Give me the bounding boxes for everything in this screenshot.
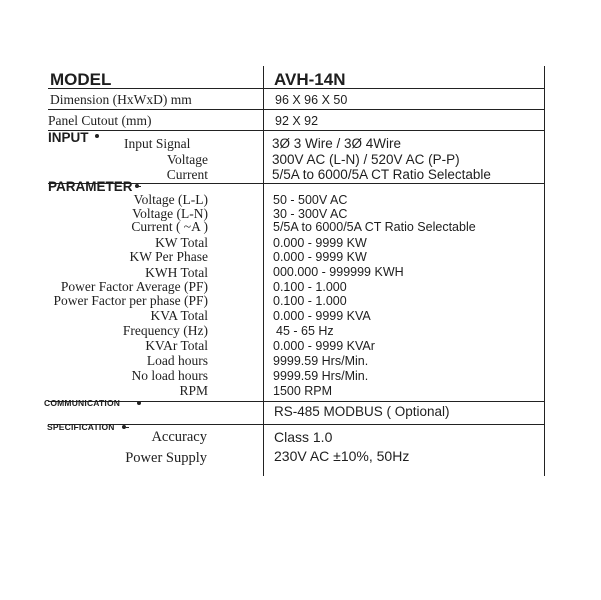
param-label: Load hours xyxy=(146,353,208,368)
param-label: RPM xyxy=(179,383,208,398)
input-value-voltage: 300V AC (L-N) / 520V AC (P-P) xyxy=(272,152,460,167)
model-label: MODEL xyxy=(50,70,112,89)
communication-bullet xyxy=(137,401,141,405)
param-value: 000.000 - 999999 KWH xyxy=(273,265,404,279)
param-label: Frequency (Hz) xyxy=(122,323,208,338)
model-value: AVH-14N xyxy=(274,70,346,89)
panel-cutout-value: 92 X 92 xyxy=(275,114,319,128)
param-label: KW Total xyxy=(155,235,208,250)
spec-label-accuracy: Accuracy xyxy=(151,429,207,445)
input-label-signal: Input Signal xyxy=(124,136,191,151)
param-value: 0.100 - 1.000 xyxy=(273,280,347,294)
input-label-current: Current xyxy=(166,167,208,182)
spec-value-accuracy: Class 1.0 xyxy=(274,429,333,445)
param-label: KVA Total xyxy=(150,308,208,323)
param-label: Power Factor per phase (PF) xyxy=(53,293,208,308)
input-value-current: 5/5A to 6000/5A CT Ratio Selectable xyxy=(272,167,491,182)
specification-title: SPECIFICATION xyxy=(47,422,115,432)
param-label: Voltage (L-L) xyxy=(133,192,208,207)
input-bullet xyxy=(95,134,99,138)
panel-cutout-label: Panel Cutout (mm) xyxy=(48,113,152,128)
param-value: 0.100 - 1.000 xyxy=(273,294,347,308)
param-value: 9999.59 Hrs/Min. xyxy=(273,354,369,368)
param-label: KW Per Phase xyxy=(129,249,208,264)
param-value: 0.000 - 9999 KVA xyxy=(273,309,371,323)
param-value: 30 - 300V AC xyxy=(273,207,348,221)
param-label: No load hours xyxy=(131,368,208,383)
param-label: Power Factor Average (PF) xyxy=(60,279,208,294)
spec-label-power-supply: Power Supply xyxy=(125,450,207,466)
specification-connector xyxy=(126,427,129,428)
parameter-connector xyxy=(137,186,141,187)
param-value: 5/5A to 6000/5A CT Ratio Selectable xyxy=(273,220,476,234)
input-label-voltage: Voltage xyxy=(167,152,208,167)
param-value: 9999.59 Hrs/Min. xyxy=(273,369,369,383)
row-divider-dimension xyxy=(48,109,545,110)
param-value: 45 - 65 Hz xyxy=(276,324,334,338)
dimension-label: Dimension (HxWxD) mm xyxy=(50,92,192,107)
param-value: 0.000 - 9999 KW xyxy=(273,250,367,264)
param-value: 0.000 - 9999 KVAr xyxy=(273,339,375,353)
param-label: KWH Total xyxy=(145,265,208,280)
parameter-title: PARAMETER xyxy=(48,179,133,194)
input-title: INPUT xyxy=(48,130,89,145)
column-divider xyxy=(263,66,264,476)
row-divider-parameter xyxy=(48,401,545,402)
param-value: 1500 RPM xyxy=(273,384,333,398)
row-divider-cutout xyxy=(48,130,545,131)
communication-title: COMMUNICATION xyxy=(44,398,121,408)
communication-value: RS-485 MODBUS ( Optional) xyxy=(274,404,450,419)
param-label: Current ( ~A ) xyxy=(131,219,208,234)
input-value-signal: 3Ø 3 Wire / 3Ø 4Wire xyxy=(272,136,402,151)
spec-value-power-supply: 230V AC ±10%, 50Hz xyxy=(274,448,410,464)
right-border xyxy=(544,66,545,476)
param-label: Voltage (L-N) xyxy=(132,206,208,221)
param-label: KVAr Total xyxy=(145,338,208,353)
param-value: 50 - 500V AC xyxy=(273,193,348,207)
dimension-value: 96 X 96 X 50 xyxy=(275,93,348,107)
param-value: 0.000 - 9999 KW xyxy=(273,236,367,250)
